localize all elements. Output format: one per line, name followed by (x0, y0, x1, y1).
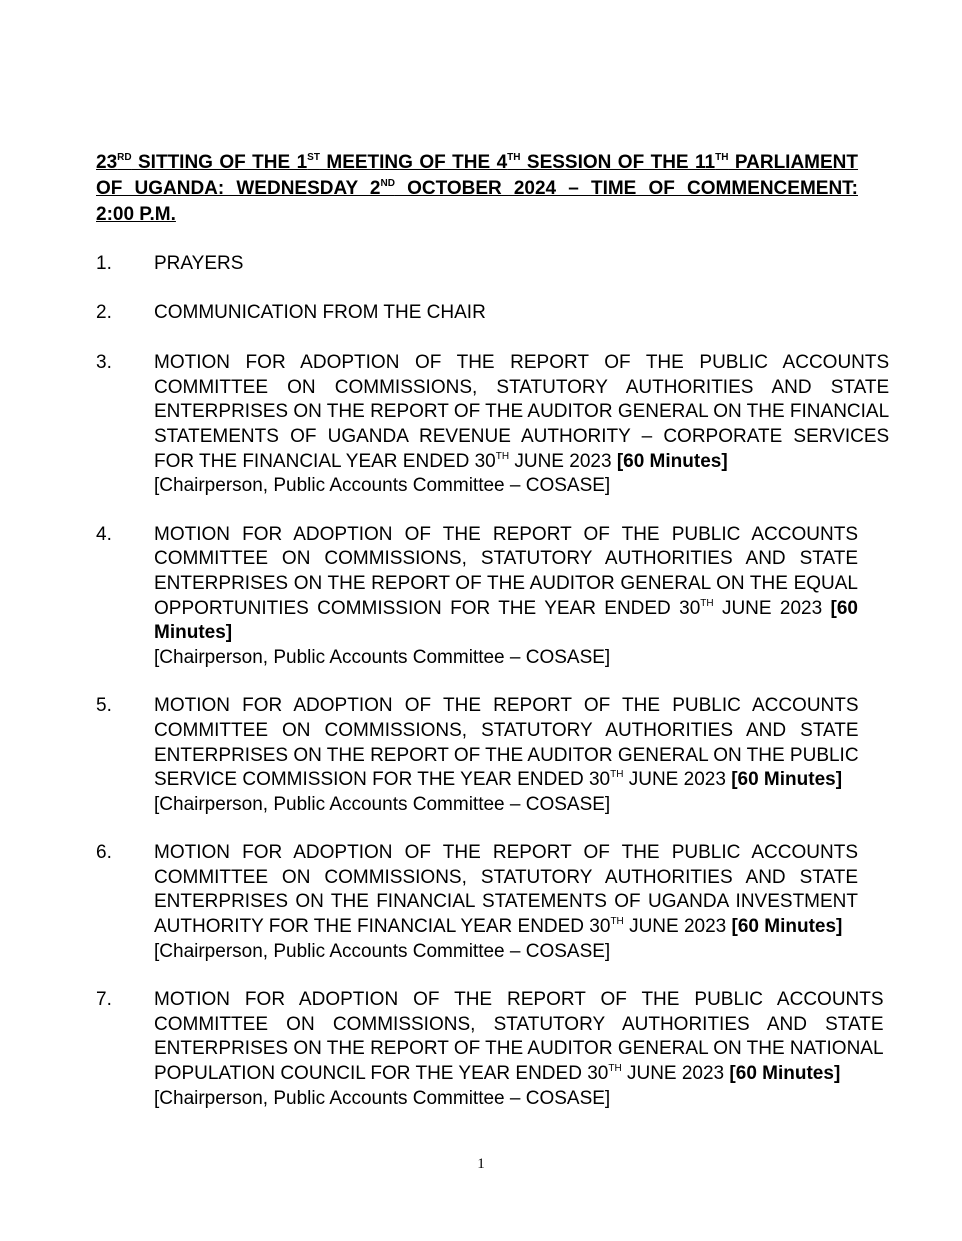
item-number: 4. (96, 523, 112, 545)
item-number: 1. (96, 253, 112, 274)
item-text-line: STATEMENTS OF UGANDA REVENUE AUTHORITY – CORPORATE SERVICES (154, 425, 890, 447)
item-text-line: ENTERPRISES ON THE REPORT OF THE AUDITOR GENERAL ON THE NATIONAL (154, 1038, 884, 1060)
item-text: JUNE 2023 (509, 450, 617, 472)
item-text: JUNE 2023 (623, 769, 732, 791)
item-duration: [60 (830, 597, 858, 619)
heading-text: 23 (96, 152, 118, 173)
heading-line-2 (96, 176, 858, 202)
item-text-line: MOTION FOR ADOPTION OF THE REPORT OF THE PUBLIC ACCOUNTS (154, 842, 858, 864)
item-text-line: ENTERPRISES ON THE REPORT OF THE AUDITOR GENERAL ON THE FINANCIAL (154, 401, 890, 423)
item-number: 3. (96, 352, 112, 374)
order-paper-items (96, 252, 890, 1111)
item-body (154, 694, 859, 817)
item-text-line: COMMITTEE ON COMMISSIONS, STATUTORY AUTHORITIES AND STATE (154, 1013, 884, 1035)
heading-text: SESSION OF THE 11 (520, 152, 716, 173)
item-text-line: COMMITTEE ON COMMISSIONS, STATUTORY AUTHORITIES AND STATE (154, 548, 858, 570)
item-number: 7. (96, 989, 112, 1011)
item-presenter: [Chairperson, Public Accounts Committee – COSASE] (154, 1087, 611, 1109)
item-duration: [60 Minutes] (731, 769, 843, 791)
agenda-item (96, 988, 884, 1111)
heading-text: SITTING OF THE 1 (131, 152, 308, 173)
item-presenter: [Chairperson, Public Accounts Committee – COSASE] (154, 793, 611, 815)
ordinal-suffix: TH (495, 450, 510, 462)
item-duration: Minutes] (154, 622, 233, 644)
item-body (154, 351, 889, 499)
ordinal-suffix: ND (380, 178, 395, 189)
item-text-line (154, 450, 889, 475)
heading-text: MEETING OF THE 4 (319, 152, 508, 173)
item-text-line: ENTERPRISES ON THE REPORT OF THE AUDITOR GENERAL ON THE PUBLIC (154, 744, 859, 766)
item-duration: [60 Minutes] (731, 916, 843, 938)
item-text-line: MOTION FOR ADOPTION OF THE REPORT OF THE PUBLIC ACCOUNTS (154, 989, 884, 1011)
item-text: JUNE 2023 (713, 597, 831, 619)
ordinal-suffix: RD (117, 152, 132, 163)
item-text-line: ENTERPRISES ON THE FINANCIAL STATEMENTS OF UGANDA INVESTMENT (154, 891, 858, 913)
agenda-item (96, 351, 890, 499)
item-body (154, 988, 884, 1111)
item-duration: [60 Minutes] (729, 1063, 841, 1085)
ordinal-suffix: ST (307, 152, 320, 163)
item-text: OPPORTUNITIES COMMISSION FOR THE YEAR ENDED 30 (154, 597, 701, 619)
item-text: AUTHORITY FOR THE FINANCIAL YEAR ENDED 30 (154, 916, 611, 938)
item-text-line: MOTION FOR ADOPTION OF THE REPORT OF THE PUBLIC ACCOUNTS (154, 352, 890, 374)
item-text-line: COMMITTEE ON COMMISSIONS, STATUTORY AUTHORITIES AND STATE (154, 719, 859, 741)
item-presenter: [Chairperson, Public Accounts Committee – COSASE] (154, 940, 611, 962)
item-text-line (154, 597, 858, 622)
heading-text: OCTOBER 2024 – TIME OF COMMENCEMENT: (394, 178, 858, 199)
sitting-heading (96, 150, 858, 228)
item-text: FOR THE FINANCIAL YEAR ENDED 30 (154, 450, 496, 472)
item-number: 6. (96, 842, 112, 864)
item-text-line: MOTION FOR ADOPTION OF THE REPORT OF THE PUBLIC ACCOUNTS (154, 523, 858, 545)
item-text-line: ENTERPRISES ON THE REPORT OF THE AUDITOR GENERAL ON THE EQUAL (154, 572, 858, 594)
item-presenter: [Chairperson, Public Accounts Committee – COSASE] (154, 475, 611, 497)
item-text: JUNE 2023 (623, 916, 732, 938)
ordinal-suffix: TH (610, 916, 624, 928)
item-title: COMMUNICATION FROM THE CHAIR (154, 301, 486, 323)
item-text: SERVICE COMMISSION FOR THE YEAR ENDED 30 (154, 769, 611, 791)
ordinal-suffix: TH (507, 152, 521, 163)
item-title: PRAYERS (154, 253, 244, 274)
item-text-line (154, 768, 859, 793)
agenda-item (96, 841, 858, 964)
agenda-item (96, 252, 858, 277)
ordinal-suffix: TH (610, 769, 624, 781)
item-text-line: COMMITTEE ON COMMISSIONS, STATUTORY AUTHORITIES AND STATE (154, 376, 890, 398)
ordinal-suffix: TH (700, 597, 714, 609)
item-body (154, 841, 858, 964)
item-text-line: MOTION FOR ADOPTION OF THE REPORT OF THE PUBLIC ACCOUNTS (154, 695, 859, 717)
agenda-item (96, 523, 858, 671)
item-presenter: [Chairperson, Public Accounts Committee – COSASE] (154, 646, 611, 668)
heading-line-3: 2:00 P.M. (96, 204, 176, 225)
item-text-line: COMMITTEE ON COMMISSIONS, STATUTORY AUTHORITIES AND STATE (154, 866, 858, 888)
ordinal-suffix: TH (608, 1063, 622, 1075)
item-number: 5. (96, 695, 112, 717)
agenda-item (96, 694, 858, 817)
item-text: POPULATION COUNCIL FOR THE YEAR ENDED 30 (154, 1063, 609, 1085)
item-text-line (154, 1062, 884, 1087)
item-duration: [60 Minutes] (616, 450, 728, 472)
heading-text: OF UGANDA: WEDNESDAY 2 (96, 178, 381, 199)
item-number: 2. (96, 301, 112, 323)
item-body (154, 523, 858, 671)
heading-line-1 (96, 150, 858, 176)
heading-text: PARLIAMENT (728, 152, 859, 173)
agenda-item (96, 301, 858, 326)
page-number: 1 (477, 1156, 485, 1172)
item-text: JUNE 2023 (621, 1063, 730, 1085)
ordinal-suffix: TH (715, 152, 729, 163)
item-text-line (154, 915, 858, 940)
